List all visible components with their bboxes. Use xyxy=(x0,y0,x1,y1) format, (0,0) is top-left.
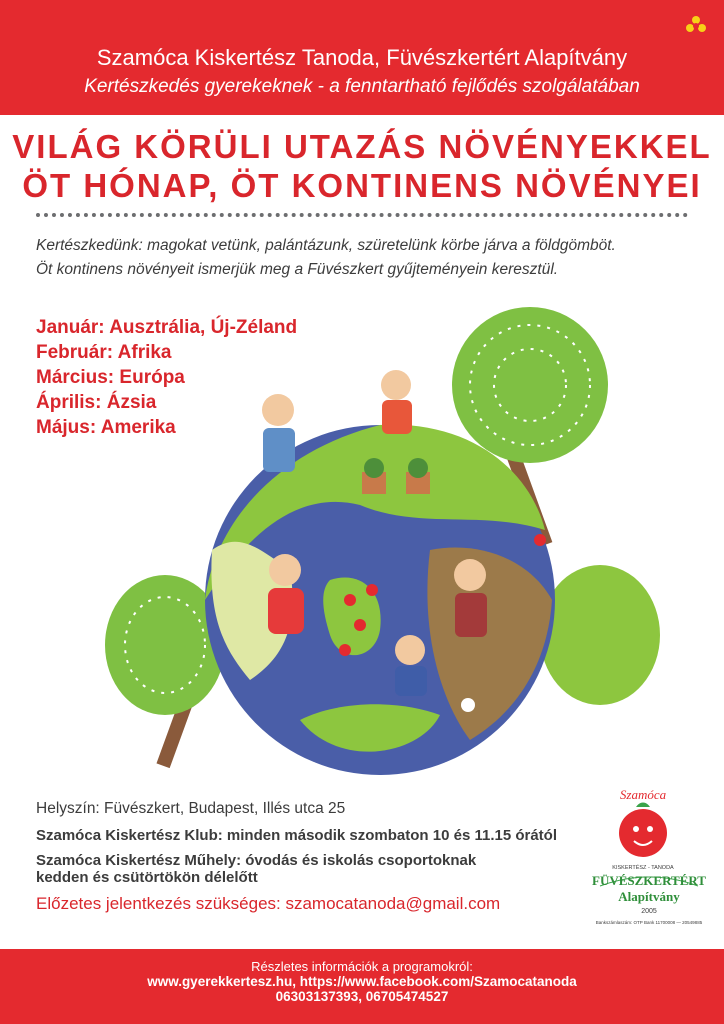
month-item: Február: Afrika xyxy=(36,342,172,363)
footer-phone: 06303137393, 06705474527 xyxy=(275,989,449,1004)
month-item: Április: Ázsia xyxy=(36,392,157,413)
headline-line-1: VILÁG KÖRÜLI UTAZÁS NÖVÉNYEKKEL xyxy=(12,128,712,165)
fuveszkert-logo-bank: Bankszámlaszám: OTP Bank 11700008 — 20549885 xyxy=(595,920,703,925)
org-subtitle: Kertészkedés gyerekeknek - a fenntartható fejlődés szolgálatában xyxy=(84,76,640,97)
month-item: Január: Ausztrália, Új-Zéland xyxy=(36,317,298,338)
dotted-divider xyxy=(36,213,688,217)
month-item: Május: Amerika xyxy=(36,417,176,438)
flower-icon xyxy=(684,14,708,38)
location-text: Helyszín: Füvészkert, Budapest, Illés utca 25 xyxy=(36,800,346,817)
club-text: Szamóca Kiskertész Klub: minden második szombaton 10 és 11.15 órától xyxy=(36,827,558,844)
fuveszkert-logo-subtitle: Alapítvány xyxy=(618,889,680,904)
month-item: Március: Európa xyxy=(36,367,185,388)
footer-web-links[interactable]: www.gyerekkertesz.hu, https://www.facebook.com/Szamocatanoda xyxy=(147,974,577,989)
month-list xyxy=(36,315,297,440)
fuveszkert-logo-title: FÜVÉSZKERTÉRT xyxy=(592,873,706,888)
footer-banner xyxy=(0,949,724,1024)
org-title: Szamóca Kiskertész Tanoda, Füvészkertért Alapítvány xyxy=(96,45,628,70)
registration-text[interactable]: Előzetes jelentkezés szükséges: szamocatanoda@gmail.com xyxy=(36,894,501,913)
workshop-days-text: kedden és csütörtökön délelőtt xyxy=(36,869,258,886)
intro-line-1: Kertészkedünk: magokat vetünk, palántázunk, szüretelünk körbe járva a földgömböt. xyxy=(36,237,616,254)
szamoca-logo xyxy=(598,785,688,875)
fuveszkert-logo-year: 2005 xyxy=(641,908,657,915)
workshop-text: Szamóca Kiskertész Műhely: óvodás és iskolás csoportoknak xyxy=(36,852,477,869)
footer-label: Részletes információk a programokról: xyxy=(251,959,473,974)
szamoca-logo-word: Szamóca xyxy=(619,787,667,802)
info-section xyxy=(36,800,596,914)
headline-line-2: ÖT HÓNAP, ÖT KONTINENS NÖVÉNYEI xyxy=(22,167,702,204)
intro-line-2: Öt kontinens növényeit ismerjük meg a Füvészkert gyűjteményein keresztül. xyxy=(36,261,559,278)
intro-text xyxy=(36,234,696,282)
fuveszkert-logo xyxy=(590,868,708,930)
szamoca-logo-sub: KISKERTÉSZ - TANODA xyxy=(612,865,674,871)
